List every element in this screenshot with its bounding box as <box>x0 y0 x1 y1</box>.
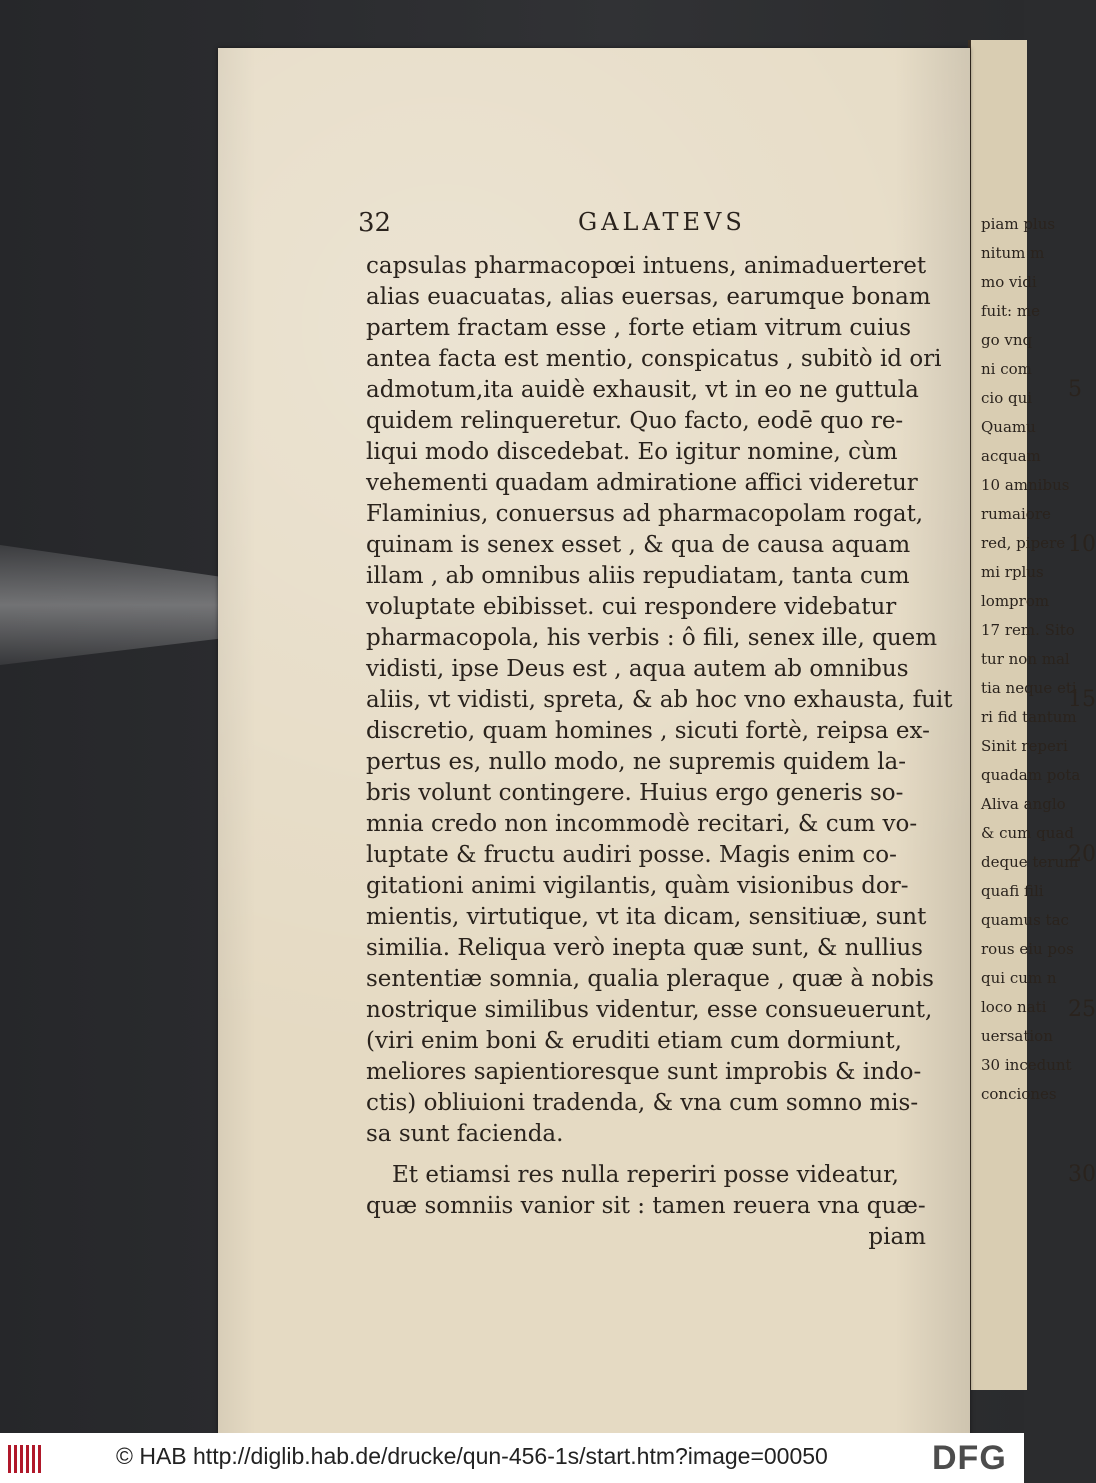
text-line: (viri enim boni & eruditi etiam cum dormiunt, <box>366 1028 902 1054</box>
adjacent-page-fragment: 17 rem. Sito <box>981 621 1075 639</box>
adjacent-page-fragment: ri fid tantum <box>981 708 1077 726</box>
text-line: voluptate ebibisset. cui respondere videbatur <box>366 594 897 620</box>
adjacent-page-fragment: nitum m <box>981 244 1045 262</box>
dfg-logo[interactable]: DFG <box>932 1439 1007 1477</box>
text-line: illam , ab omnibus aliis repudiatam, tanta cum <box>366 563 910 589</box>
adjacent-page-fragment: qui cum n <box>981 969 1057 987</box>
adjacent-page-fragment: cio qui <box>981 389 1033 407</box>
adjacent-page-fragment: uersation <box>981 1027 1053 1045</box>
line-number: 10 <box>1068 532 1096 557</box>
adjacent-page-fragment: fuit: me <box>981 302 1040 320</box>
text-line: pharmacopola, his verbis : ô fili, senex ille, quem <box>366 625 938 651</box>
page-header <box>358 208 918 248</box>
text-line: nostrique similibus videntur, esse consueuerunt, <box>366 997 933 1023</box>
text-line: mientis, virtutique, vt ita dicam, sensitiuæ, sunt <box>366 904 927 930</box>
text-line: similia. Reliqua verò inepta quæ sunt, & nullius <box>366 935 923 961</box>
text-line: bris volunt contingere. Huius ergo generis so- <box>366 780 904 806</box>
adjacent-page-fragment: loco nati <box>981 998 1047 1016</box>
adjacent-page-fragment: Sinit reperi <box>981 737 1068 755</box>
page-number: 32 <box>358 208 392 238</box>
text-line: quæ somniis vanior sit : tamen reuera vna quæ- <box>366 1193 926 1219</box>
line-number: 25 <box>1068 997 1096 1022</box>
adjacent-page-fragment: rous eiu pos <box>981 940 1074 958</box>
adjacent-page-fragment: deque terum <box>981 853 1079 871</box>
text-line: mnia credo non incommodè recitari, & cum vo- <box>366 811 918 837</box>
adjacent-page-fragment: piam plus <box>981 215 1056 233</box>
text-line: antea facta est mentio, conspicatus , subitò id ori <box>366 346 942 372</box>
adjacent-page-fragment: quamus tac <box>981 911 1069 929</box>
text-line: luptate & fructu audiri posse. Magis enim co- <box>366 842 897 868</box>
adjacent-page-fragment: Quamu <box>981 418 1036 436</box>
catchword: piam <box>868 1224 926 1250</box>
adjacent-page-fragment: go vnq <box>981 331 1033 349</box>
text-line: meliores sapientioresque sunt improbis & indo- <box>366 1059 922 1085</box>
text-line: partem fractam esse , forte etiam vitrum cuius <box>366 315 912 341</box>
text-line: sa sunt facienda. <box>366 1121 564 1147</box>
adjacent-page-fragment: Aliva anglo <box>981 795 1066 813</box>
text-line: Flaminius, conuersus ad pharmacopolam rogat, <box>366 501 924 527</box>
adjacent-page-fragment: red, pipere <box>981 534 1066 552</box>
text-line: liqui modo discedebat. Eo igitur nomine, cùm <box>366 439 898 465</box>
line-number: 30 <box>1068 1162 1096 1187</box>
adjacent-page-fragment: tia neque eti <box>981 679 1077 697</box>
line-number: 5 <box>1068 377 1082 402</box>
text-line: alias euacuatas, alias euersas, earumque bonam <box>366 284 931 310</box>
text-line: admotum,ita auidè exhausit, vt in eo ne guttula <box>366 377 919 403</box>
viewer-footer <box>0 1433 1024 1483</box>
text-line: sententiæ somnia, qualia pleraque , quæ à nobis <box>366 966 934 992</box>
text-line: discretio, quam homines , sicuti fortè, reipsa ex- <box>366 718 930 744</box>
adjacent-page-fragment: tur non mal <box>981 650 1070 668</box>
adjacent-page-fragment: mo vidi <box>981 273 1037 291</box>
text-line: quidem relinqueretur. Quo facto, eodē quo re- <box>366 408 904 434</box>
text-line: aliis, vt vidisti, spreta, & ab hoc vno exhausta, fuit <box>366 687 953 713</box>
adjacent-page-fragment: acquam <box>981 447 1041 465</box>
text-line: vehementi quadam admiratione affici videretur <box>366 470 918 496</box>
adjacent-page-fragment: rumaiore <box>981 505 1051 523</box>
text-line: vidisti, ipse Deus est , aqua autem ab omnibus <box>366 656 909 682</box>
adjacent-page-fragment: mi rplus <box>981 563 1044 581</box>
adjacent-page-fragment: quadam pota <box>981 766 1081 784</box>
running-head: GALATEVS <box>578 208 746 236</box>
adjacent-page-fragment: lomprom <box>981 592 1050 610</box>
text-line: gitationi animi vigilantis, quàm visionibus dor- <box>366 873 909 899</box>
text-line: ctis) obliuioni tradenda, & vna cum somno mis- <box>366 1090 919 1116</box>
copyright-link[interactable]: © HAB http://diglib.hab.de/drucke/qun-456-1s/start.htm?image=00050 <box>116 1443 828 1469</box>
adjacent-page-fragment: 30 incedunt <box>981 1056 1072 1074</box>
line-number: 20 <box>1068 842 1096 867</box>
adjacent-page-edge <box>968 40 1081 1390</box>
adjacent-page-fragment: ni com <box>981 360 1032 378</box>
text-line: capsulas pharmacopœi intuens, animaduerteret <box>366 253 927 279</box>
adjacent-page-fragment: conciones <box>981 1085 1057 1103</box>
hab-logo-icon[interactable] <box>8 1445 44 1473</box>
line-number: 15 <box>1068 687 1096 712</box>
text-line: quinam is senex esset , & qua de causa aquam <box>366 532 911 558</box>
adjacent-page-fragment: & cum quad <box>981 824 1074 842</box>
adjacent-page-fragment: 10 amnibus <box>981 476 1070 494</box>
adjacent-page-fragment: quafi fili <box>981 882 1044 900</box>
text-line: pertus es, nullo modo, ne supremis quidem la- <box>366 749 907 775</box>
text-line: Et etiamsi res nulla reperiri posse videatur, <box>392 1162 899 1188</box>
